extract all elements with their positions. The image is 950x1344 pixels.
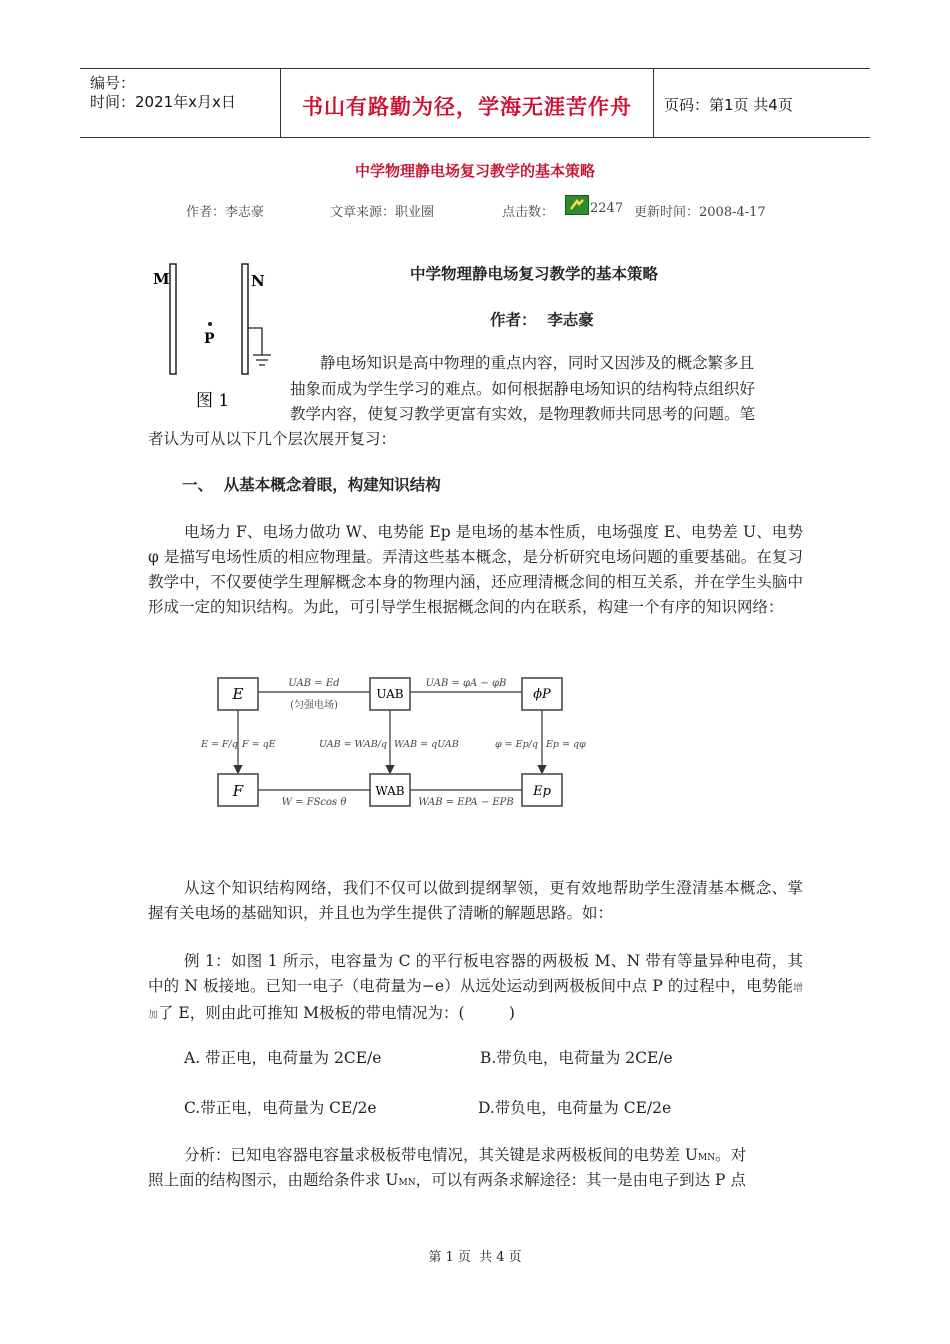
meta-hits: 2247 <box>590 201 624 216</box>
point-p-label: P <box>204 331 215 347</box>
meta-hits-label: 点击数： <box>502 205 555 220</box>
figure-1-caption: 图 1 <box>196 391 230 411</box>
paragraph-2: 从这个知识结构网络，我们不仅可以做到提纲挈领，更有效地帮助学生澄清基本概念、掌握有关电场的基础知识，并且也为学生提供了清晰的解题思路。如： <box>148 879 803 922</box>
example-1-text-b: 了 E，则由此可推知 M极板的带电情况为：( ) <box>158 1004 515 1022</box>
plate-m-label: M <box>153 270 170 288</box>
box-uab-label: UAB <box>376 687 404 701</box>
eq-phi-ep-q: φ = Ep/q <box>495 739 538 750</box>
box-wab-label: WAB <box>375 784 405 798</box>
knowledge-network-diagram <box>195 668 595 818</box>
eq-w-fscos: W = FScos θ <box>281 797 347 808</box>
section-1-heading: 一、 从基本概念着眼，构建知识结构 <box>182 476 441 494</box>
article-title: 中学物理静电场复习教学的基本策略 <box>354 162 595 180</box>
figure-1 <box>148 258 288 418</box>
option-b: B.带负电，电荷量为 2CE/e <box>480 1049 673 1067</box>
example-1 <box>148 949 803 1028</box>
ground-wire <box>248 328 262 355</box>
eq-e-f-q: E = F/q <box>201 739 238 750</box>
inner-title: 中学物理静电场复习教学的基本策略 <box>410 265 659 283</box>
analysis-line-2-text: 照上面的结构图示，由题给条件求 U <box>148 1171 399 1189</box>
eq-f-qe: F = qE <box>242 739 276 750</box>
point-p-dot <box>208 322 212 326</box>
meta-source: 文章来源：职业圈 <box>330 205 435 220</box>
analysis-sub-1: MN <box>698 1153 716 1163</box>
eq-uniform-field-note: (匀强电场) <box>290 700 338 711</box>
plate-m <box>170 264 176 374</box>
section-1-paragraph: 电场力 F、电场力做功 W、电势能 Ep 是电场的基本性质，电场强度 E、电势差 U、电势 φ 是描写电场性质的相应物理量。弄清这些基本概念，是分析研究电场问题的重要基础。在复习教学中，不仅要使学生理解概念本身的物理内涵，还应理清概念间的相互关系，并在学生头脑中形成一定的知识结构。为此，可引导学生根据概念间的内在联系，构建一个有序的知识网络： <box>148 523 803 616</box>
plate-n-label: N <box>251 272 265 290</box>
header-left-cell <box>80 69 280 137</box>
hits-icon <box>565 195 589 215</box>
eq-wab-epa-epb: WAB = EPA − EPB <box>418 797 514 808</box>
header-mid-cell <box>280 69 654 137</box>
intro-line-2: 抽象而成为学生学习的难点。如何根据静电场知识的结构特点组织好 <box>290 380 756 398</box>
box-f-label: F <box>232 782 244 800</box>
page-info: 页码：第1页 共4页 <box>664 96 793 114</box>
header-right-cell <box>652 69 870 137</box>
intro-line-1: 静电场知识是高中物理的重点内容，同时又因涉及的概念繁多且 <box>320 354 755 372</box>
eq-wab-quab: WAB = qUAB <box>394 739 459 750</box>
option-c: C.带正电，电荷量为 CE/2e <box>184 1099 377 1117</box>
analysis-line-1-end: 。对 <box>715 1146 747 1164</box>
inner-author: 作者： 李志豪 <box>490 311 594 329</box>
eq-uab-wab-q: UAB = WAB/q <box>319 739 387 750</box>
eq-ep-qphi: Ep = qφ <box>546 739 586 750</box>
intro-line-3: 教学内容，使复习教学更富有实效，是物理教师共同思考的问题。笔 <box>290 405 756 423</box>
analysis-line-2-end: ，可以有两条求解途径：其一是由电子到达 P 点 <box>415 1171 746 1189</box>
example-1-text-a: 例 1：如图 1 所示，电容量为 C 的平行板电容器的两极板 M、N 带有等量异种电荷，其中的 N 板接地。已知一电子（电荷量为−e）从远处运动到两极板间中点 P 的过程中，电势能 <box>148 952 803 995</box>
page-footer: 第 1 页 共 4 页 <box>428 1250 522 1265</box>
analysis-line-2 <box>148 1168 746 1190</box>
box-e-label: E <box>232 685 244 703</box>
analysis-line-1 <box>184 1143 746 1165</box>
plate-n <box>242 264 248 374</box>
option-a: A. 带正电，电荷量为 2CE/e <box>184 1049 382 1067</box>
number-label: 编号： <box>90 74 136 92</box>
meta-updated: 更新时间：2008-4-17 <box>634 205 766 220</box>
eq-uab-phi: UAB = φA − φB <box>425 678 507 689</box>
intro-line-4: 者认为可从以下几个层次展开复习： <box>148 430 397 448</box>
example-1-small: 增加 <box>148 983 803 1021</box>
meta-author: 作者：李志豪 <box>186 205 265 220</box>
box-ep-label: Ep <box>533 784 551 799</box>
analysis-sub-2: MN <box>398 1178 416 1188</box>
motto: 书山有路勤为径，学海无涯苦作舟 <box>302 95 632 119</box>
box-phi-label: ϕP <box>533 687 551 702</box>
ground-symbol <box>253 355 271 365</box>
analysis-line-1-text: 分析：已知电容器电容量求极板带电情况，其关键是求两极板间的电势差 U <box>184 1146 698 1164</box>
eq-uab-ed: UAB = Ed <box>288 678 340 689</box>
date-line: 时间：2021年x月x日 <box>90 93 236 111</box>
header-table <box>80 68 870 138</box>
option-d: D.带负电，电荷量为 CE/2e <box>478 1099 672 1117</box>
